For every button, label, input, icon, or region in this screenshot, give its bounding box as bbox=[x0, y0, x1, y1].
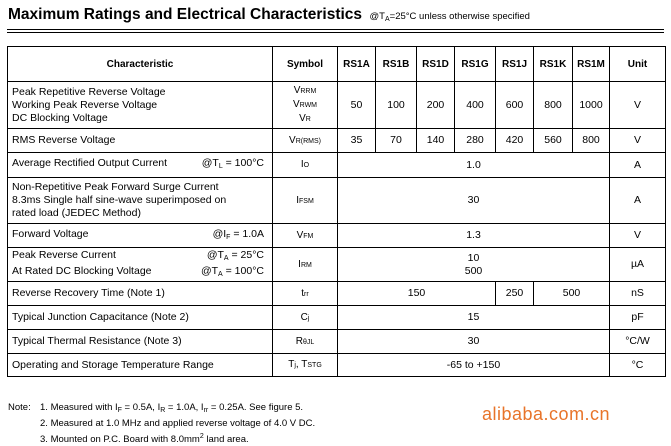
value-cell: 140 bbox=[417, 129, 455, 153]
symbol-cell: Cj bbox=[273, 306, 338, 330]
test-condition: $@T_A = 25^\circ C$ bbox=[206, 248, 264, 262]
ratings-table bbox=[7, 46, 666, 377]
symbol-cell: VFM bbox=[273, 224, 338, 248]
notes bbox=[8, 401, 315, 446]
value-cell: 35 bbox=[338, 129, 376, 153]
table-header-row bbox=[8, 47, 666, 82]
unit-cell: °C bbox=[610, 354, 666, 377]
symbol-cell: VRRM VRWM VR bbox=[273, 82, 338, 129]
note-2: 2. Measured at 1.0 MHz and applied reverse voltage of 4.0 V DC. bbox=[40, 418, 316, 429]
value-cell: 200 bbox=[417, 82, 455, 129]
value-cell: 50 bbox=[338, 82, 376, 129]
value-cell: 30 bbox=[338, 330, 610, 354]
unit-cell: A bbox=[610, 153, 666, 178]
value-cell: 800 bbox=[534, 82, 573, 129]
table-row bbox=[8, 306, 666, 330]
value-cell: 280 bbox=[455, 129, 496, 153]
header-part: RS1B bbox=[376, 47, 417, 82]
unit-cell: µA bbox=[610, 248, 666, 282]
value-cell: 10 500 bbox=[338, 248, 610, 282]
symbol-cell: RθJL bbox=[273, 330, 338, 354]
table-row bbox=[8, 330, 666, 354]
value-cell: 150 bbox=[338, 282, 496, 306]
value-cell: 1000 bbox=[573, 82, 610, 129]
title-condition: $@T_A=25^\circ C$ unless otherwise specified bbox=[369, 11, 530, 23]
header-part: RS1K bbox=[534, 47, 573, 82]
header-characteristic: Characteristic bbox=[8, 47, 273, 82]
characteristic-cell: Reverse Recovery Time (Note 1) bbox=[8, 282, 273, 306]
header-unit: Unit bbox=[610, 47, 666, 82]
value-cell: 800 bbox=[573, 129, 610, 153]
header-part: RS1J bbox=[496, 47, 534, 82]
value-cell: 15 bbox=[338, 306, 610, 330]
table-row bbox=[8, 178, 666, 224]
table-row bbox=[8, 153, 666, 178]
table-row bbox=[8, 82, 666, 129]
symbol-cell: IFSM bbox=[273, 178, 338, 224]
value-cell: 560 bbox=[534, 129, 573, 153]
characteristic-cell: Typical Junction Capacitance (Note 2) bbox=[8, 306, 273, 330]
title-rule-bottom bbox=[7, 32, 664, 33]
characteristic-cell: Forward Voltage $@I_F = 1.0A$ bbox=[8, 224, 273, 248]
value-cell: 500 bbox=[534, 282, 610, 306]
header-part: RS1M bbox=[573, 47, 610, 82]
note-1: Note: 1. Measured with $I_F = 0.5A$, $I_R = 1.0A$, $I_{rr} = 0.25A$. See figure 5. bbox=[8, 402, 304, 414]
symbol-cell: VR(RMS) bbox=[273, 129, 338, 153]
characteristic-cell: RMS Reverse Voltage bbox=[8, 129, 273, 153]
value-cell: -65 to +150 bbox=[338, 354, 610, 377]
header-part: RS1A bbox=[338, 47, 376, 82]
unit-cell: nS bbox=[610, 282, 666, 306]
table-row bbox=[8, 354, 666, 377]
symbol-cell: IRM bbox=[273, 248, 338, 282]
title-rule-top bbox=[7, 29, 664, 30]
unit-cell: V bbox=[610, 129, 666, 153]
value-cell: 70 bbox=[376, 129, 417, 153]
value-cell: 250 bbox=[496, 282, 534, 306]
test-condition: $@I_F = 1.0A$ bbox=[212, 227, 264, 241]
test-condition: $@T_A = 100^\circ C$ bbox=[200, 264, 264, 278]
table-row bbox=[8, 224, 666, 248]
characteristic-cell: Operating and Storage Temperature Range bbox=[8, 354, 273, 377]
characteristic-cell: Peak Repetitive Reverse Voltage Working Peak Reverse Voltage DC Blocking Voltage bbox=[8, 82, 273, 129]
watermark: alibaba.com.cn bbox=[482, 404, 611, 424]
value-cell: 30 bbox=[338, 178, 610, 224]
characteristic-cell: Typical Thermal Resistance (Note 3) bbox=[8, 330, 273, 354]
table-row bbox=[8, 129, 666, 153]
note-3: 3. Mounted on P.C. Board with $8.0mm^2$ land area. bbox=[40, 433, 249, 445]
value-cell: 1.0 bbox=[338, 153, 610, 178]
value-cell: 100 bbox=[376, 82, 417, 129]
unit-cell: °C/W bbox=[610, 330, 666, 354]
symbol-cell: IO bbox=[273, 153, 338, 178]
header bbox=[8, 6, 530, 24]
unit-cell: A bbox=[610, 178, 666, 224]
page-title: Maximum Ratings and Electrical Characteristics bbox=[8, 6, 363, 23]
table-row bbox=[8, 248, 666, 282]
test-condition: $@T_L = 100^\circ C$ bbox=[201, 157, 264, 170]
value-cell: 420 bbox=[496, 129, 534, 153]
header-symbol: Symbol bbox=[273, 47, 338, 82]
unit-cell: V bbox=[610, 224, 666, 248]
characteristic-cell: Average Rectified Output Current $@T_L = 100^\circ C$ bbox=[8, 153, 273, 178]
symbol-cell: trr bbox=[273, 282, 338, 306]
value-cell: 1.3 bbox=[338, 224, 610, 248]
characteristic-cell: Peak Reverse Current $@T_A = 25^\circ C$ At Rated DC Blocking Voltage $@T_A = 100^\circ C$ bbox=[8, 248, 273, 282]
symbol-cell: Tj, TSTG bbox=[273, 354, 338, 377]
characteristic-cell: Non-Repetitive Peak Forward Surge Current 8.3ms Single half sine-wave superimposed on rated load (JEDEC Method) bbox=[8, 178, 273, 224]
unit-cell: V bbox=[610, 82, 666, 129]
table-row bbox=[8, 282, 666, 306]
header-part: RS1D bbox=[417, 47, 455, 82]
value-cell: 400 bbox=[455, 82, 496, 129]
header-part: RS1G bbox=[455, 47, 496, 82]
value-cell: 600 bbox=[496, 82, 534, 129]
unit-cell: pF bbox=[610, 306, 666, 330]
